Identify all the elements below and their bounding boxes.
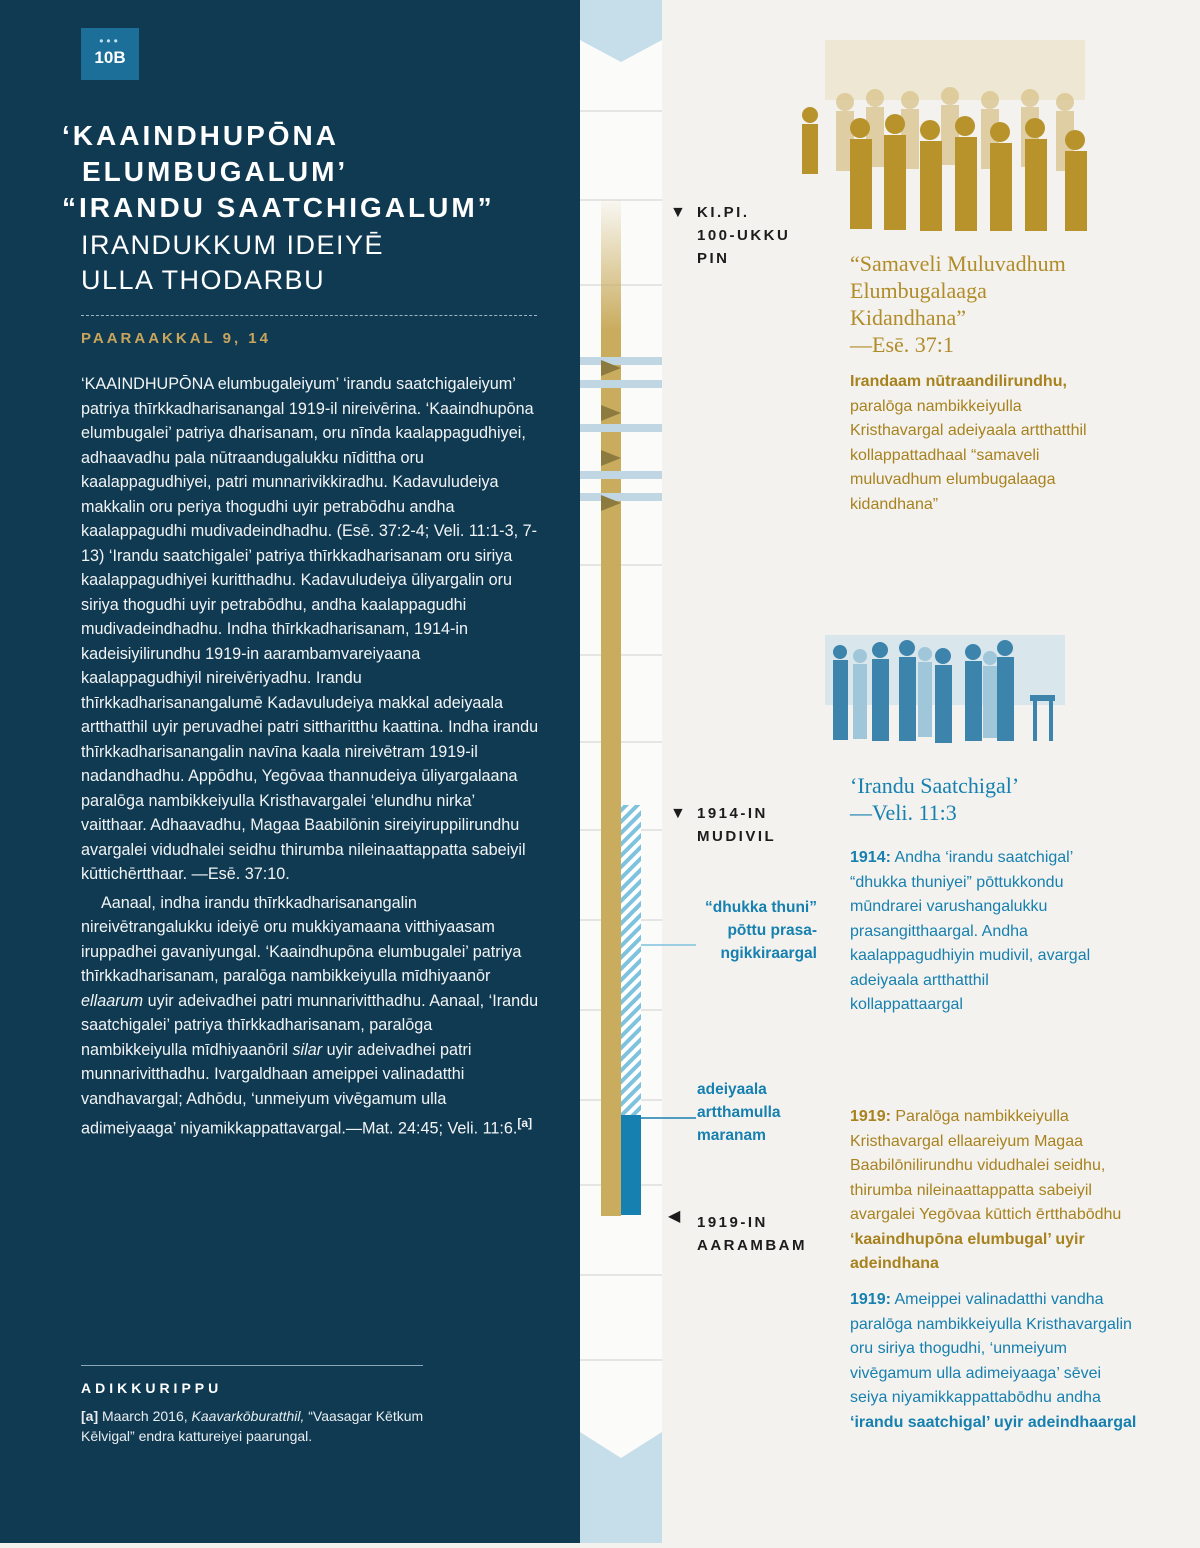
footnote-text-c: “Vaasagar Kētkum Kēlvigal” endra kattureiyei paarungal. <box>81 1408 424 1444</box>
footnote-text-b: Kaavarkōburatthil, <box>191 1408 305 1424</box>
section4-text <box>850 1288 1140 1435</box>
section2-text <box>850 846 1100 1018</box>
section4-body: Ameippei valinadatthi vandha paralōga nambikkeiyulla Kristhavargalin oru siriya thogudhi, ‘unmeiyum vivēgamum ulla adimeiyaaga’ sēvei seiya niyamikkappattabōdhu andha <box>850 1291 1132 1406</box>
section1-text <box>850 370 1100 517</box>
note-lower-line1: adeiyaala <box>697 1081 767 1098</box>
badge-number: 10B <box>94 48 126 67</box>
paragraph-2 <box>81 891 539 1141</box>
footnote-divider <box>81 1365 423 1366</box>
mark2-line2: MUDIVIL <box>697 828 777 845</box>
note-lower-line2: artthamulla <box>697 1104 781 1121</box>
mark2-line1: 1914-IN <box>697 805 768 822</box>
timeline-mark-100 <box>697 201 790 270</box>
paragraph-reference: PAARAAKKAL 9, 14 <box>81 330 271 347</box>
triangle-left-icon: ◀ <box>668 1208 681 1225</box>
section2-bold: 1914: <box>850 849 891 866</box>
quote2-ref: —Veli. 11:3 <box>850 800 957 825</box>
footnote-text <box>81 1406 461 1446</box>
note-upper-line1: “dhukka thuni” <box>705 899 817 916</box>
crowd-illustration <box>790 40 1120 240</box>
note-lower-line3: maranam <box>697 1127 766 1144</box>
footnote-heading: ADIKKURIPPU <box>81 1380 223 1396</box>
section3-text <box>850 1105 1142 1277</box>
timeline-column <box>580 0 662 1543</box>
mark3-line1: 1919-IN <box>697 1214 768 1231</box>
quote2-line1: ‘Irandu Saatchigal’ <box>850 773 1020 798</box>
left-panel <box>0 0 580 1543</box>
title-line-3: “IRANDU SAATCHIGALUM” <box>62 192 495 223</box>
quote-two-witnesses <box>850 772 1150 826</box>
p2-text-b: uyir adeivadhei patri munnarivitthadhu. Aanaal, ‘Irandu saatchigalei’ patriya thīrkkadharisanam, paralōga nambikkeiyulla mīdhiyaanōril <box>81 991 539 1059</box>
p2-text-a: Aanaal, indha irandu thīrkkadharisanangalin nireivētrangalukku ideiyē oru mukkiyamaana vitthiyaasam iruppadhei gavaniyungal. ‘Kaaindhupōna elumbugalei’ patriya thīrkkadharisanam, paralōga nambikkeiyulla mīdhiyaanōr <box>81 893 522 985</box>
footnote-marker: [a] <box>81 1408 99 1424</box>
p2-italic-b: silar <box>292 1040 323 1059</box>
quote1-ref: —Esē. 37:1 <box>850 332 954 357</box>
badge-dots: ••• <box>99 34 121 48</box>
section3-bold: 1919: <box>850 1108 891 1125</box>
footnote-ref[interactable]: [a] <box>517 1116 533 1130</box>
note-upper-line3: ngikkiraargal <box>720 945 817 962</box>
page-subtitle <box>81 228 551 298</box>
witnesses-illustration <box>825 630 1070 750</box>
page-title <box>62 118 562 226</box>
section4-bold: 1919: <box>850 1291 891 1308</box>
article-body <box>81 372 539 1141</box>
footnote-text-a: Maarch 2016, <box>98 1408 192 1424</box>
section3-bold-end: ‘kaaindhupōna elumbugal’ uyir adeindhana <box>850 1230 1085 1272</box>
quote1-line1: “Samaveli Muluvadhum <box>850 251 1066 276</box>
timeline-mark-1914 <box>697 802 776 848</box>
p2-italic-a: ellaarum <box>81 991 144 1010</box>
mark1-line1: KI.PI. <box>697 204 750 221</box>
section1-bold: Irandaam nūtraandilirundhu, <box>850 373 1067 390</box>
section-badge <box>81 28 139 80</box>
subtitle-line-2: ULLA THODARBU <box>81 265 326 295</box>
paragraph-1: ‘KAAINDHUPŌNA elumbugaleiyum’ ‘irandu saatchigaleiyum’ patriya thīrkkadharisanangal 1919-il nireivērina. ‘Kaaindhupōna elumbugalei’ patriya dharisanam, oru nīnda kaalappagudhiyei, adhaavadhu pala nūtraandugalukku nīdittha oru kaalappagudhiyei, patri munnarivikkiradhu. Kadavuludeiya makkalin oru periya thogudhi uyir petrabōdhu andha kaalappagudhi mudivadeindhadhu. (Esē. 37:2-4; Veli. 11:1-3, 7-13) ‘Irandu saatchigalei’ patriya thīrkkadharisanam oru siriya kaalappagudhiyei kuritthadhu. Kadavuludeiya ūliyargalin oru siriya thogudhi uyir petrabōdhu, andha kaalappagudhi mudivadeindhadhu. Indha thīrkkadharisanam, 1914-in kadeisiyilirundhu 1919-in aarambamvareiyaana kaalappagudhiyil nireivēriyadhu. Irandu thīrkkadharisanangalumē Kadavuludeiya makkal adeiyaala artthatthil uyir peruvadhei patri sittharitthu kaattina. Indha irandu thīrkkadharisanangalin navīna kaala nireivētram 1919-il nadandhadhu. Appōdhu, Yegōvaa thannudeiya ūliyargalaana paralōga nambikkeiyulla Kristhavargalei ‘elundhu nirka’ vaitthaar. Adhaavadhu, Magaa Baabilōnin sireiyiruppilirundhu avargalei vidudhalei seidhu thirumba nileinaattappatta sabeiyil kūttichērtthaar. —Esē. 37:10. <box>81 375 539 883</box>
divider <box>81 315 537 316</box>
subtitle-line-1: IRANDUKKUM IDEIYĒ <box>81 230 385 260</box>
quote-dry-bones <box>850 250 1150 358</box>
triangle-down-icon: ▼ <box>670 805 686 822</box>
title-line-2: ELUMBUGALUM’ <box>82 156 349 187</box>
pointer-lines <box>662 930 702 1130</box>
section2-body: Andha ‘irandu saatchigal’ “dhukka thuniyei” pōttukkondu mūndrarei varushangalukku prasangitthaargal. Andha kaalappagudhiyin mudivil, avargal adeiyaala artthatthil kollappattaargal <box>850 849 1091 1013</box>
mark1-line2: 100-UKKU <box>697 227 791 244</box>
timeline-mark-1919 <box>697 1211 807 1257</box>
section1-body: paralōga nambikkeiyulla Kristhavargal adeiyaala artthatthil kollappattadhaal “samaveli muluvadhum elumbugalaaga kidandhana” <box>850 397 1087 513</box>
timeline-graphic <box>580 0 662 1543</box>
section4-bold-end: ‘irandu saatchigal’ uyir adeindhaargal <box>850 1413 1137 1431</box>
note-sackcloth <box>697 896 817 965</box>
quote1-line3: Kidandhana” <box>850 305 967 330</box>
triangle-down-icon: ▼ <box>670 204 686 221</box>
title-line-1: ‘KAAINDHUPŌNA <box>62 120 339 151</box>
mark1-line3: PIN <box>697 250 730 267</box>
p2-text-c: uyir adeivadhei patri munnarivitthadhu. Ivargaldhaan ameippei valinadatthi vandhavargal; Adhōdu, ‘unmeiyum vivēgamum ulla adimeiyaaga’ niyamikkappattavargal.—Mat. 24:45; Veli. 11:6. <box>81 1040 518 1138</box>
mark3-line2: AARAMBAM <box>697 1237 807 1254</box>
note-upper-line2: pōttu prasa- <box>727 922 817 939</box>
quote1-line2: Elumbugalaaga <box>850 278 987 303</box>
note-symbolic-death <box>697 1078 781 1147</box>
section3-body: Paralōga nambikkeiyulla Kristhavargal ellaareiyum Magaa Baabilōnilirundhu vidudhalei seidhu, thirumba nileinaattappatta sabeiyil avargalei Yegōvaa kūttich ērtthabōdhu <box>850 1108 1122 1223</box>
